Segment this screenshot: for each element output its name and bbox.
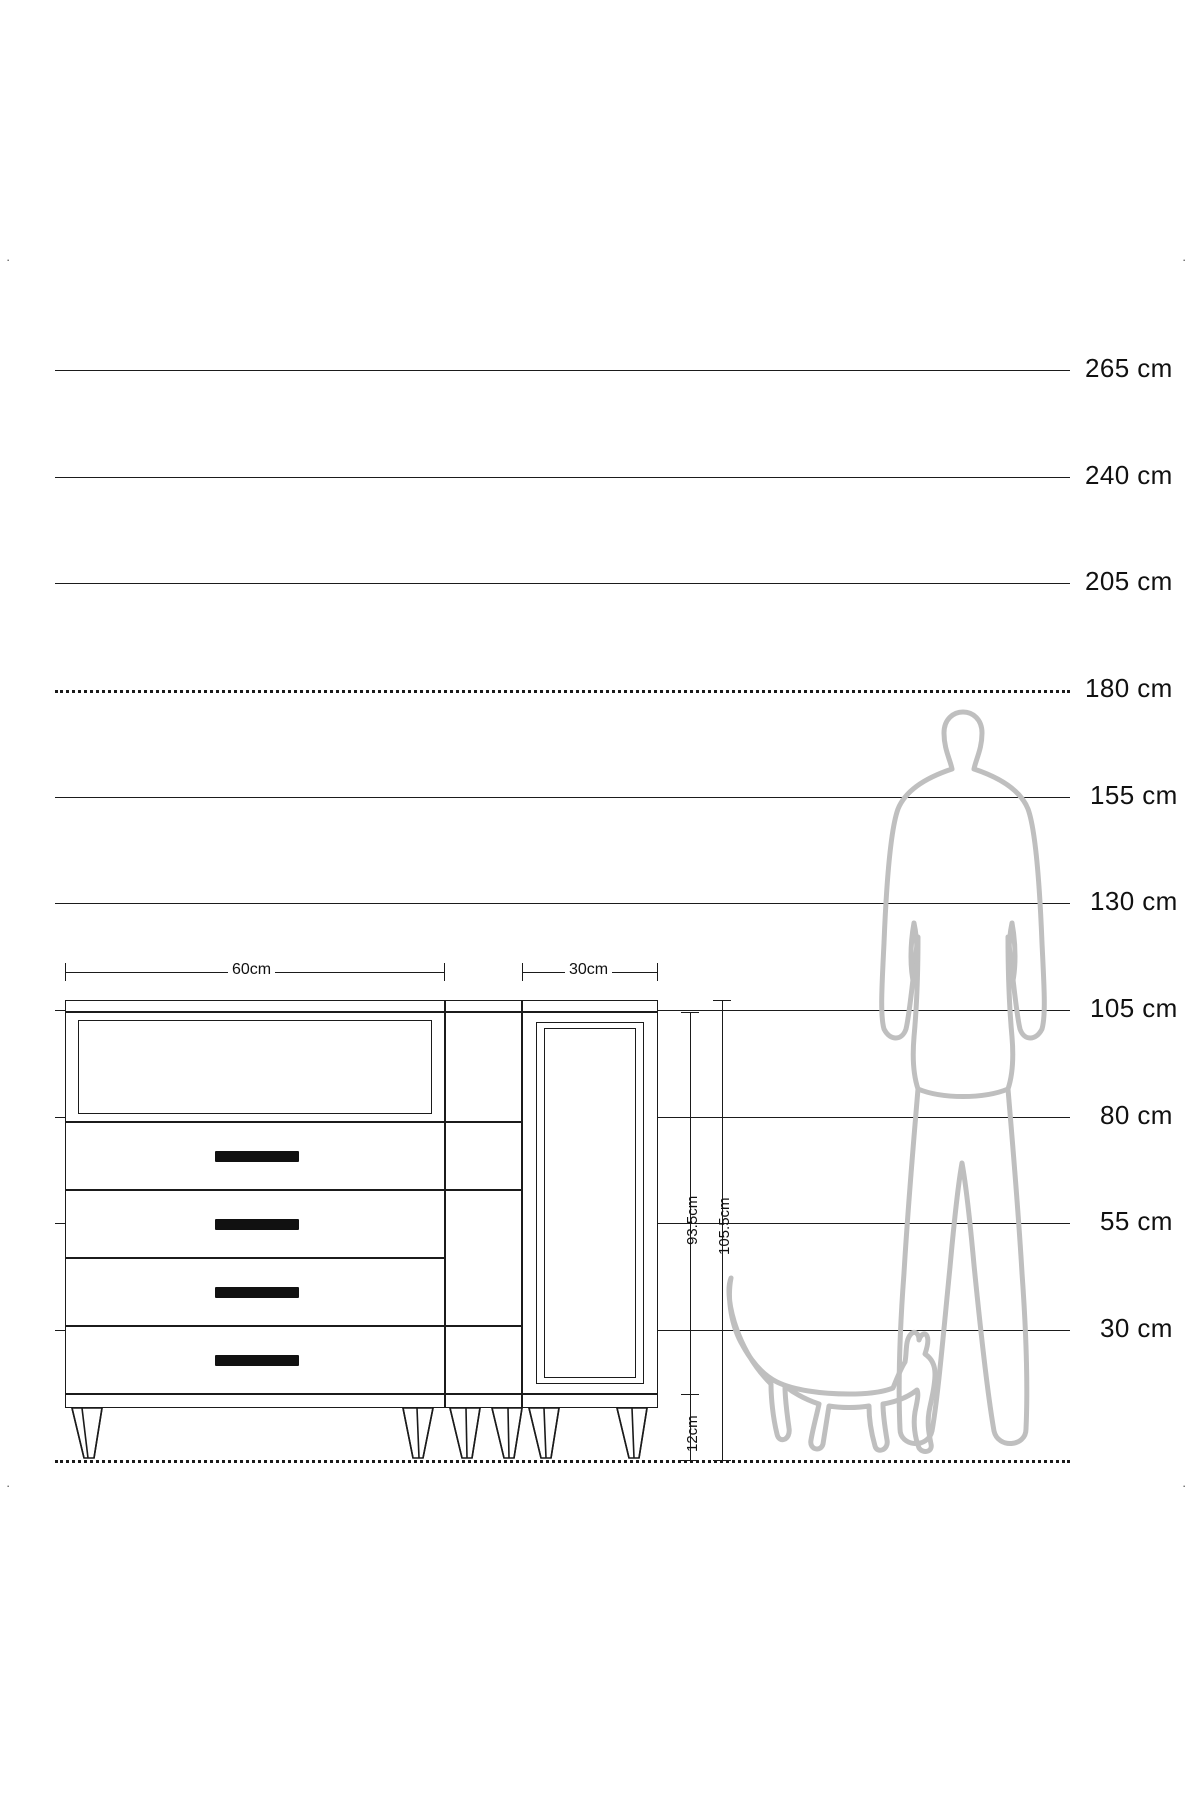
scale-label-155: 155 cm [1090, 780, 1178, 810]
scale-label-240: 240 cm [1085, 460, 1173, 490]
dresser-drawer-handle-2[interactable] [215, 1219, 299, 1230]
side-panel-shelf-1 [445, 1012, 522, 1122]
scale-line-265 [55, 370, 1070, 371]
dimension-cap-right-60 [444, 963, 445, 981]
dimension-cap-top-12 [681, 1394, 699, 1395]
dresser-drawer-handle-4[interactable] [215, 1355, 299, 1366]
dresser-legs [60, 1406, 455, 1466]
scale-line-205 [55, 583, 1070, 584]
dimension-cap-top-935 [681, 1012, 699, 1013]
dimension-label-leg-height: 12cm [684, 1415, 701, 1452]
scale-label-30: 30 cm [1100, 1313, 1173, 1343]
scale-label-130: 130 cm [1090, 886, 1178, 916]
dimension-label-total-height: 105.5cm [716, 1197, 733, 1255]
dresser-drawer-handle-1[interactable] [215, 1151, 299, 1162]
dimension-label-body-height: 93.5cm [684, 1195, 701, 1245]
scale-label-80: 80 cm [1100, 1100, 1173, 1130]
dresser-top-plate [65, 1000, 445, 1012]
dimension-label-cabinet-width: 30cm [565, 961, 612, 979]
registration-mark-top-left: · [6, 252, 11, 267]
dimension-cap-left-30 [522, 963, 523, 981]
cat-silhouette [725, 1272, 965, 1464]
scale-label-265: 265 cm [1085, 353, 1173, 383]
dresser-drawer-handle-3[interactable] [215, 1287, 299, 1298]
scale-label-180: 180 cm [1085, 673, 1173, 703]
dimension-cap-left-60 [65, 963, 66, 981]
side-panel-shelf-3 [445, 1190, 522, 1326]
cabinet-door-inner [544, 1028, 636, 1378]
scale-line-240 [55, 477, 1070, 478]
side-panel-shelf-4 [445, 1326, 522, 1394]
dimension-cap-right-30 [657, 963, 658, 981]
scale-label-205: 205 cm [1085, 566, 1173, 596]
dimension-label-dresser-width: 60cm [228, 961, 275, 979]
registration-mark-bottom-left: · [6, 1478, 11, 1493]
side-panel-upper [445, 1000, 522, 1012]
cabinet-top-plate [522, 1000, 658, 1012]
dresser-open-shelf-inner [78, 1020, 432, 1114]
scale-label-55: 55 cm [1100, 1206, 1173, 1236]
registration-mark-bottom-right: · [1182, 1478, 1187, 1493]
registration-mark-top-right: · [1182, 252, 1187, 267]
cabinet-legs [517, 1406, 667, 1466]
dimension-cap-bottom-12 [681, 1460, 699, 1461]
scale-label-105: 105 cm [1090, 993, 1178, 1023]
side-panel-shelf-2 [445, 1122, 522, 1190]
dimension-cap-top-1055 [713, 1000, 731, 1001]
